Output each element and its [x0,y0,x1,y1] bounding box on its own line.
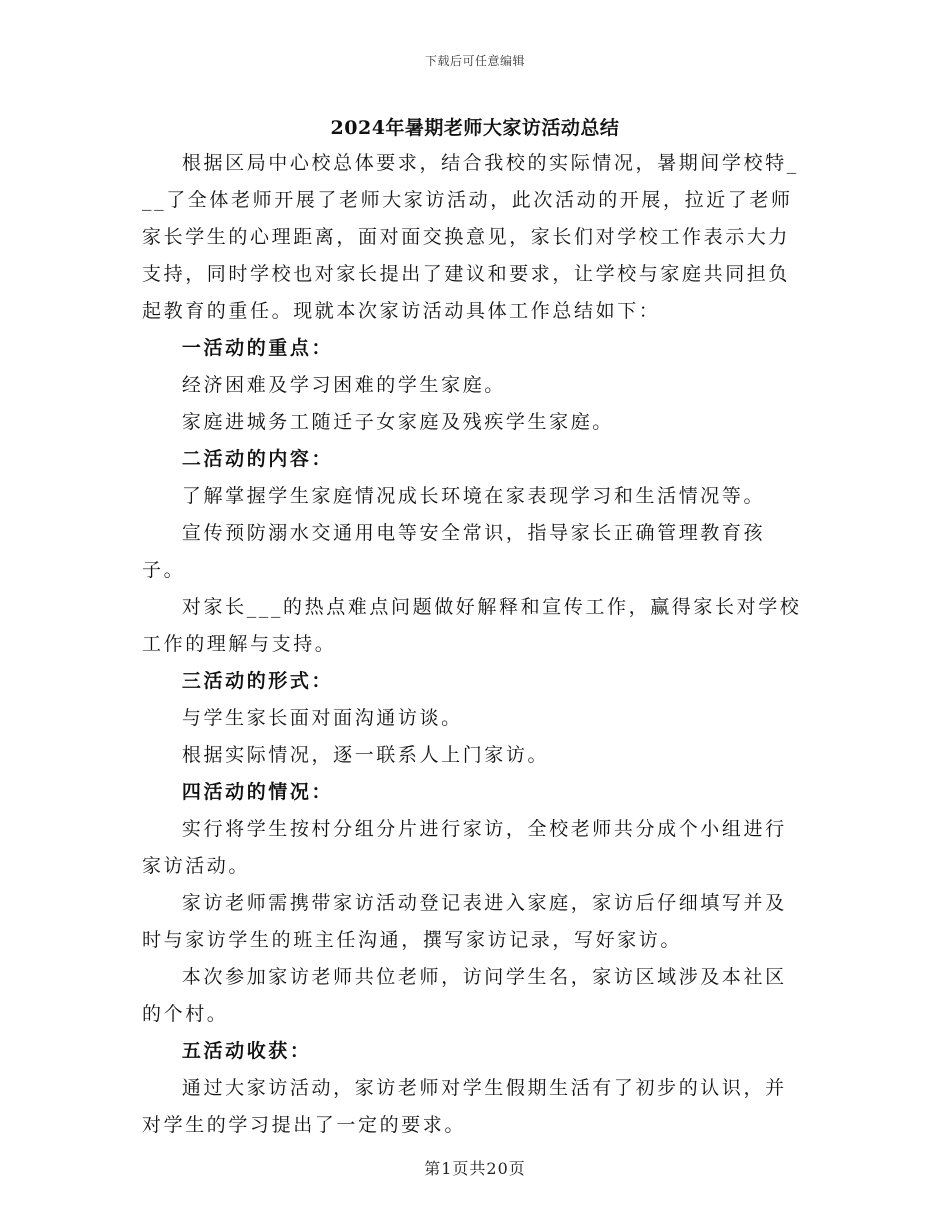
section-paragraph: 对家长___的热点难点问题做好解释和宣传工作，赢得家长对学校工作的理解与支持。 [142,596,802,655]
section-focus [142,330,808,441]
document-title: 2024年暑期老师大家访活动总结 [330,117,620,139]
document-body [142,113,808,1144]
header-note: 下载后可任意编辑 [424,54,525,68]
section-paragraph: 根据实际情况，逐一联系人上门家访。 [181,744,550,766]
page-indicator: 第1页共20页 [424,1159,526,1178]
section-paragraph: 家访老师需携带家访活动登记表进入家庭，家访后仔细填写并及时与家访学生的班主任沟通，撰写家访记录，写好家访。 [142,892,787,951]
section-harvest [142,1033,808,1144]
intro-paragraph: 根据区局中心校总体要求，结合我校的实际情况，暑期间学校特___了全体老师开展了老师大家访活动，此次活动的开展，拉近了老师家长学生的心理距离，面对面交换意见，家长们对学校工作表示大力支持，同时学校也对家长提出了建议和要求，让学校与家庭共同担负起教育的重任。现就本次家访活动具体工作总结如下： [142,152,799,322]
section-paragraph: 了解掌握学生家庭情况成长环境在家表现学习和生活情况等。 [181,485,766,507]
section-situation [142,774,808,1033]
section-heading: 一活动的重点： [181,337,334,359]
section-heading: 二活动的内容： [181,448,334,470]
section-form [142,663,808,774]
section-heading: 五活动收获： [181,1040,312,1062]
section-paragraph: 与学生家长面对面沟通访谈。 [181,707,463,729]
section-paragraph: 通过大家访活动，家访老师对学生假期生活有了初步的认识，并对学生的学习提出了一定的要求。 [142,1077,787,1136]
section-heading: 三活动的形式： [181,670,334,692]
section-paragraph: 宣传预防溺水交通用电等安全常识，指导家长正确管理教育孩子。 [142,522,766,581]
section-paragraph: 实行将学生按村分组分片进行家访，全校老师共分成个小组进行家访活动。 [142,818,787,877]
section-paragraph: 本次参加家访老师共位老师，访问学生名，家访区域涉及本社区的个村。 [142,966,787,1025]
section-heading: 四活动的情况： [181,781,334,803]
section-paragraph: 家庭进城务工随迁子女家庭及残疾学生家庭。 [181,411,614,433]
section-content [142,441,808,663]
section-paragraph: 经济困难及学习困难的学生家庭。 [181,374,506,396]
